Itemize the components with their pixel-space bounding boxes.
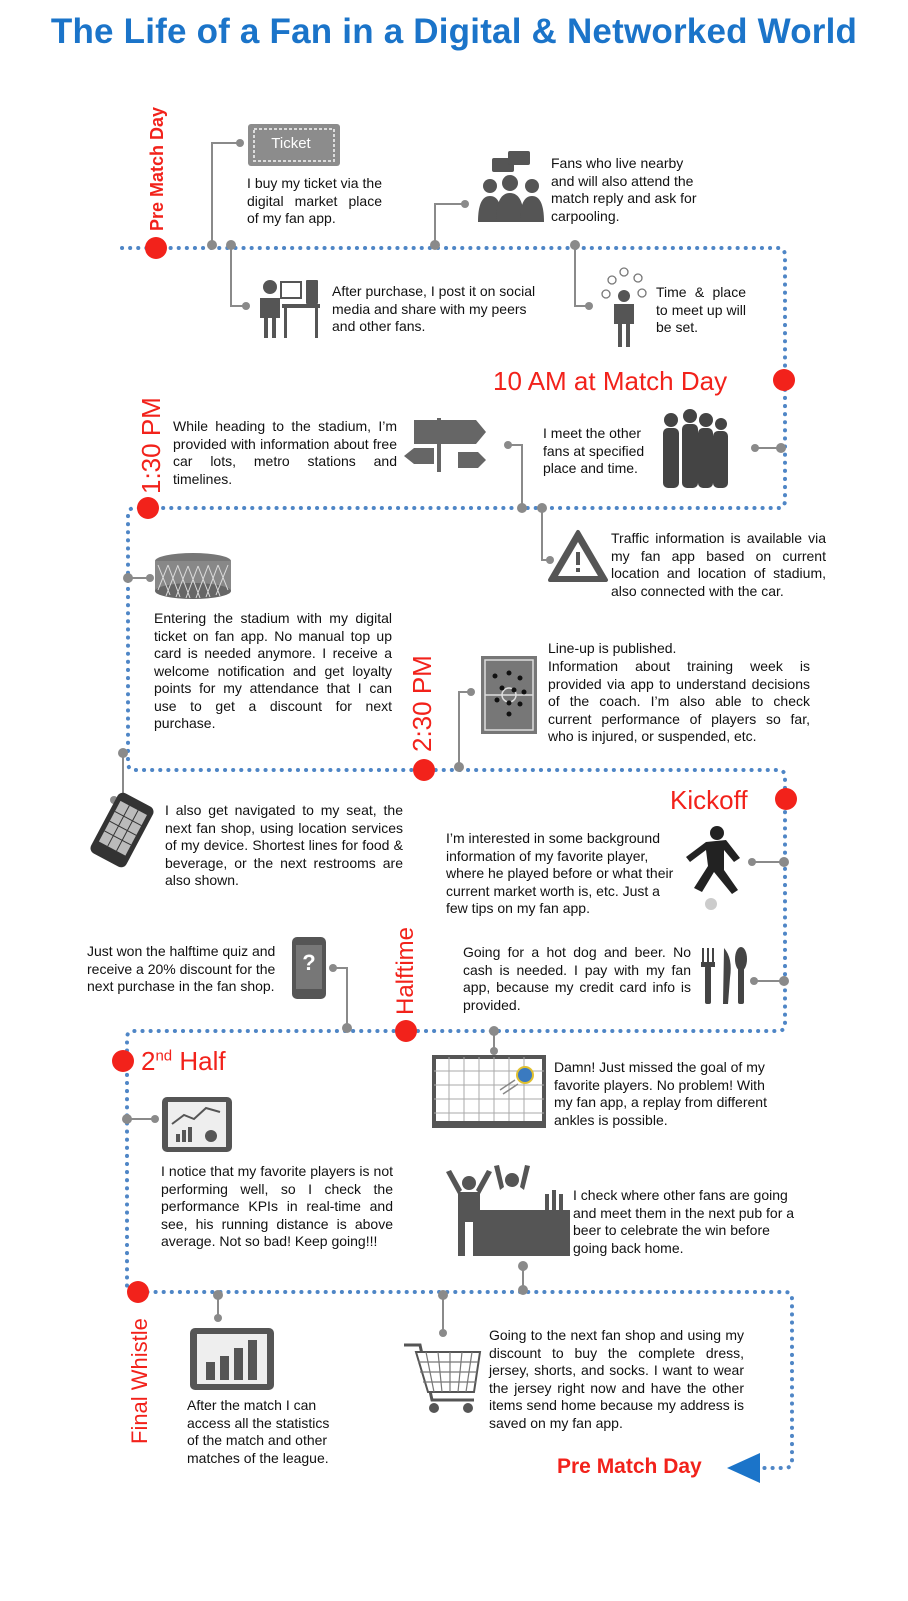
step-lineup-published: Line-up is published. bbox=[548, 640, 677, 656]
analytics-tablet-icon bbox=[162, 1097, 232, 1152]
step-time-place: Time & place to meet up will be set. bbox=[656, 284, 746, 335]
tactics-board-icon bbox=[481, 656, 537, 734]
label-1-30pm: 1:30 PM bbox=[136, 397, 166, 494]
step-post-social: After purchase, I post it on social media and share with my peers and other fans. bbox=[332, 283, 536, 334]
step-pub: I check where other fans are going and meet them in the next pub for a beer to celebrate the win before going back home. bbox=[573, 1187, 795, 1256]
signpost-icon bbox=[404, 418, 486, 472]
label-2nd-half-number: 2 bbox=[141, 1046, 156, 1076]
warning-icon bbox=[550, 532, 606, 580]
step-heading-stadium: While heading to the stadium, I’m provided with information about free car lots, metro stations and timelines. bbox=[173, 418, 397, 487]
step-kpis: I notice that my favorite players is not performing well, so I check the performance KPIs in real-time and see, his running distance is above average. Not so bad! Keep going!!! bbox=[161, 1163, 393, 1249]
milestone-halftime bbox=[395, 1020, 417, 1042]
milestone-kickoff bbox=[775, 788, 797, 810]
step-buy-ticket: I buy my ticket via the digital market place of my fan app. bbox=[247, 175, 382, 226]
step-lineup-info: Information about training week is provided via app to understand decisions of the coach. I’m also able to check current performance of players so far, who is injured, or suspended, etc. bbox=[548, 658, 810, 744]
stadium-icon bbox=[155, 553, 231, 599]
label-pre-match-day: Pre Match Day bbox=[147, 106, 167, 231]
step-meet-fans: I meet the other fans at specified place and time. bbox=[543, 425, 645, 476]
milestone-10am bbox=[773, 369, 795, 391]
label-2nd-half bbox=[141, 1046, 226, 1077]
shopping-cart-icon bbox=[404, 1345, 480, 1413]
milestone-2nd-half bbox=[112, 1050, 134, 1072]
label-end-pre-match-day: Pre Match Day bbox=[557, 1455, 702, 1478]
desk-computer-icon bbox=[260, 280, 320, 338]
step-entering: Entering the stadium with my digital ticket on fan app. No manual top up card is needed anymore. I receive a welcome notification and get loyalty points for my attendance that I can use to get a discount for next purchase. bbox=[154, 610, 392, 731]
label-2nd-half-word: Half bbox=[179, 1046, 226, 1076]
step-navigated: I also get navigated to my seat, the next fan shop, using location services of my device. Shortest lines for food & beverage, or the next restrooms are also shown. bbox=[165, 802, 403, 888]
celebration-bar-icon bbox=[446, 1165, 570, 1256]
stats-tablet-icon bbox=[190, 1328, 274, 1390]
step-hotdog: Going for a hot dog and beer. No cash is needed. I pay with my fan app, because my credit card info is provided. bbox=[463, 944, 691, 1013]
end-arrow-icon bbox=[727, 1453, 760, 1483]
milestone-1-30pm bbox=[137, 497, 159, 519]
label-2-30pm: 2:30 PM bbox=[407, 655, 437, 752]
step-halftime-quiz: Just won the halftime quiz and receive a 20% discount for the next purchase in the fan shop. bbox=[87, 943, 276, 994]
step-fan-shop: Going to the next fan shop and using my discount to buy the complete dress, jersey, shorts, and socks. I want to wear the jersey right now and have the other items send home because my address is saved on my fan app. bbox=[489, 1327, 744, 1431]
step-carpool: Fans who live nearby and will also attend the match reply and ask for carpooling. bbox=[551, 155, 697, 224]
quiz-question-mark: ? bbox=[302, 950, 316, 975]
fans-chat-icon bbox=[478, 151, 544, 222]
ticket-label: Ticket bbox=[271, 135, 311, 152]
infographic-title: The Life of a Fan in a Digital & Networked World bbox=[50, 12, 858, 51]
football-player-icon bbox=[686, 826, 740, 910]
milestone-final-whistle bbox=[127, 1281, 149, 1303]
label-kickoff: Kickoff bbox=[670, 785, 748, 815]
goal-net-icon bbox=[434, 1057, 544, 1126]
label-final-whistle: Final Whistle bbox=[127, 1318, 152, 1444]
step-traffic: Traffic information is available via my fan app based on current location and location of stadium, also connected with the car. bbox=[611, 530, 826, 599]
fans-group-icon bbox=[663, 409, 728, 488]
label-2nd-half-suffix: nd bbox=[155, 1047, 173, 1065]
cutlery-icon bbox=[701, 947, 747, 1004]
meeting-planner-icon bbox=[602, 268, 646, 347]
step-missed-goal: Damn! Just missed the goal of my favorite players. No problem! With my fan app, a replay from different ankles is possible. bbox=[554, 1059, 767, 1128]
step-statistics: After the match I can access all the statistics of the match and other matches of the league. bbox=[187, 1397, 330, 1466]
milestone-2-30pm bbox=[413, 759, 435, 781]
label-10am: 10 AM at Match Day bbox=[493, 366, 728, 396]
smartphone-icon bbox=[88, 791, 155, 870]
step-background-info: I’m interested in some background information of my favorite player, where he played before or what their current market worth is, etc. Just a few tips on my fan app. bbox=[446, 830, 674, 916]
label-halftime: Halftime bbox=[392, 926, 419, 1015]
milestone-pre-match-day bbox=[145, 237, 167, 259]
